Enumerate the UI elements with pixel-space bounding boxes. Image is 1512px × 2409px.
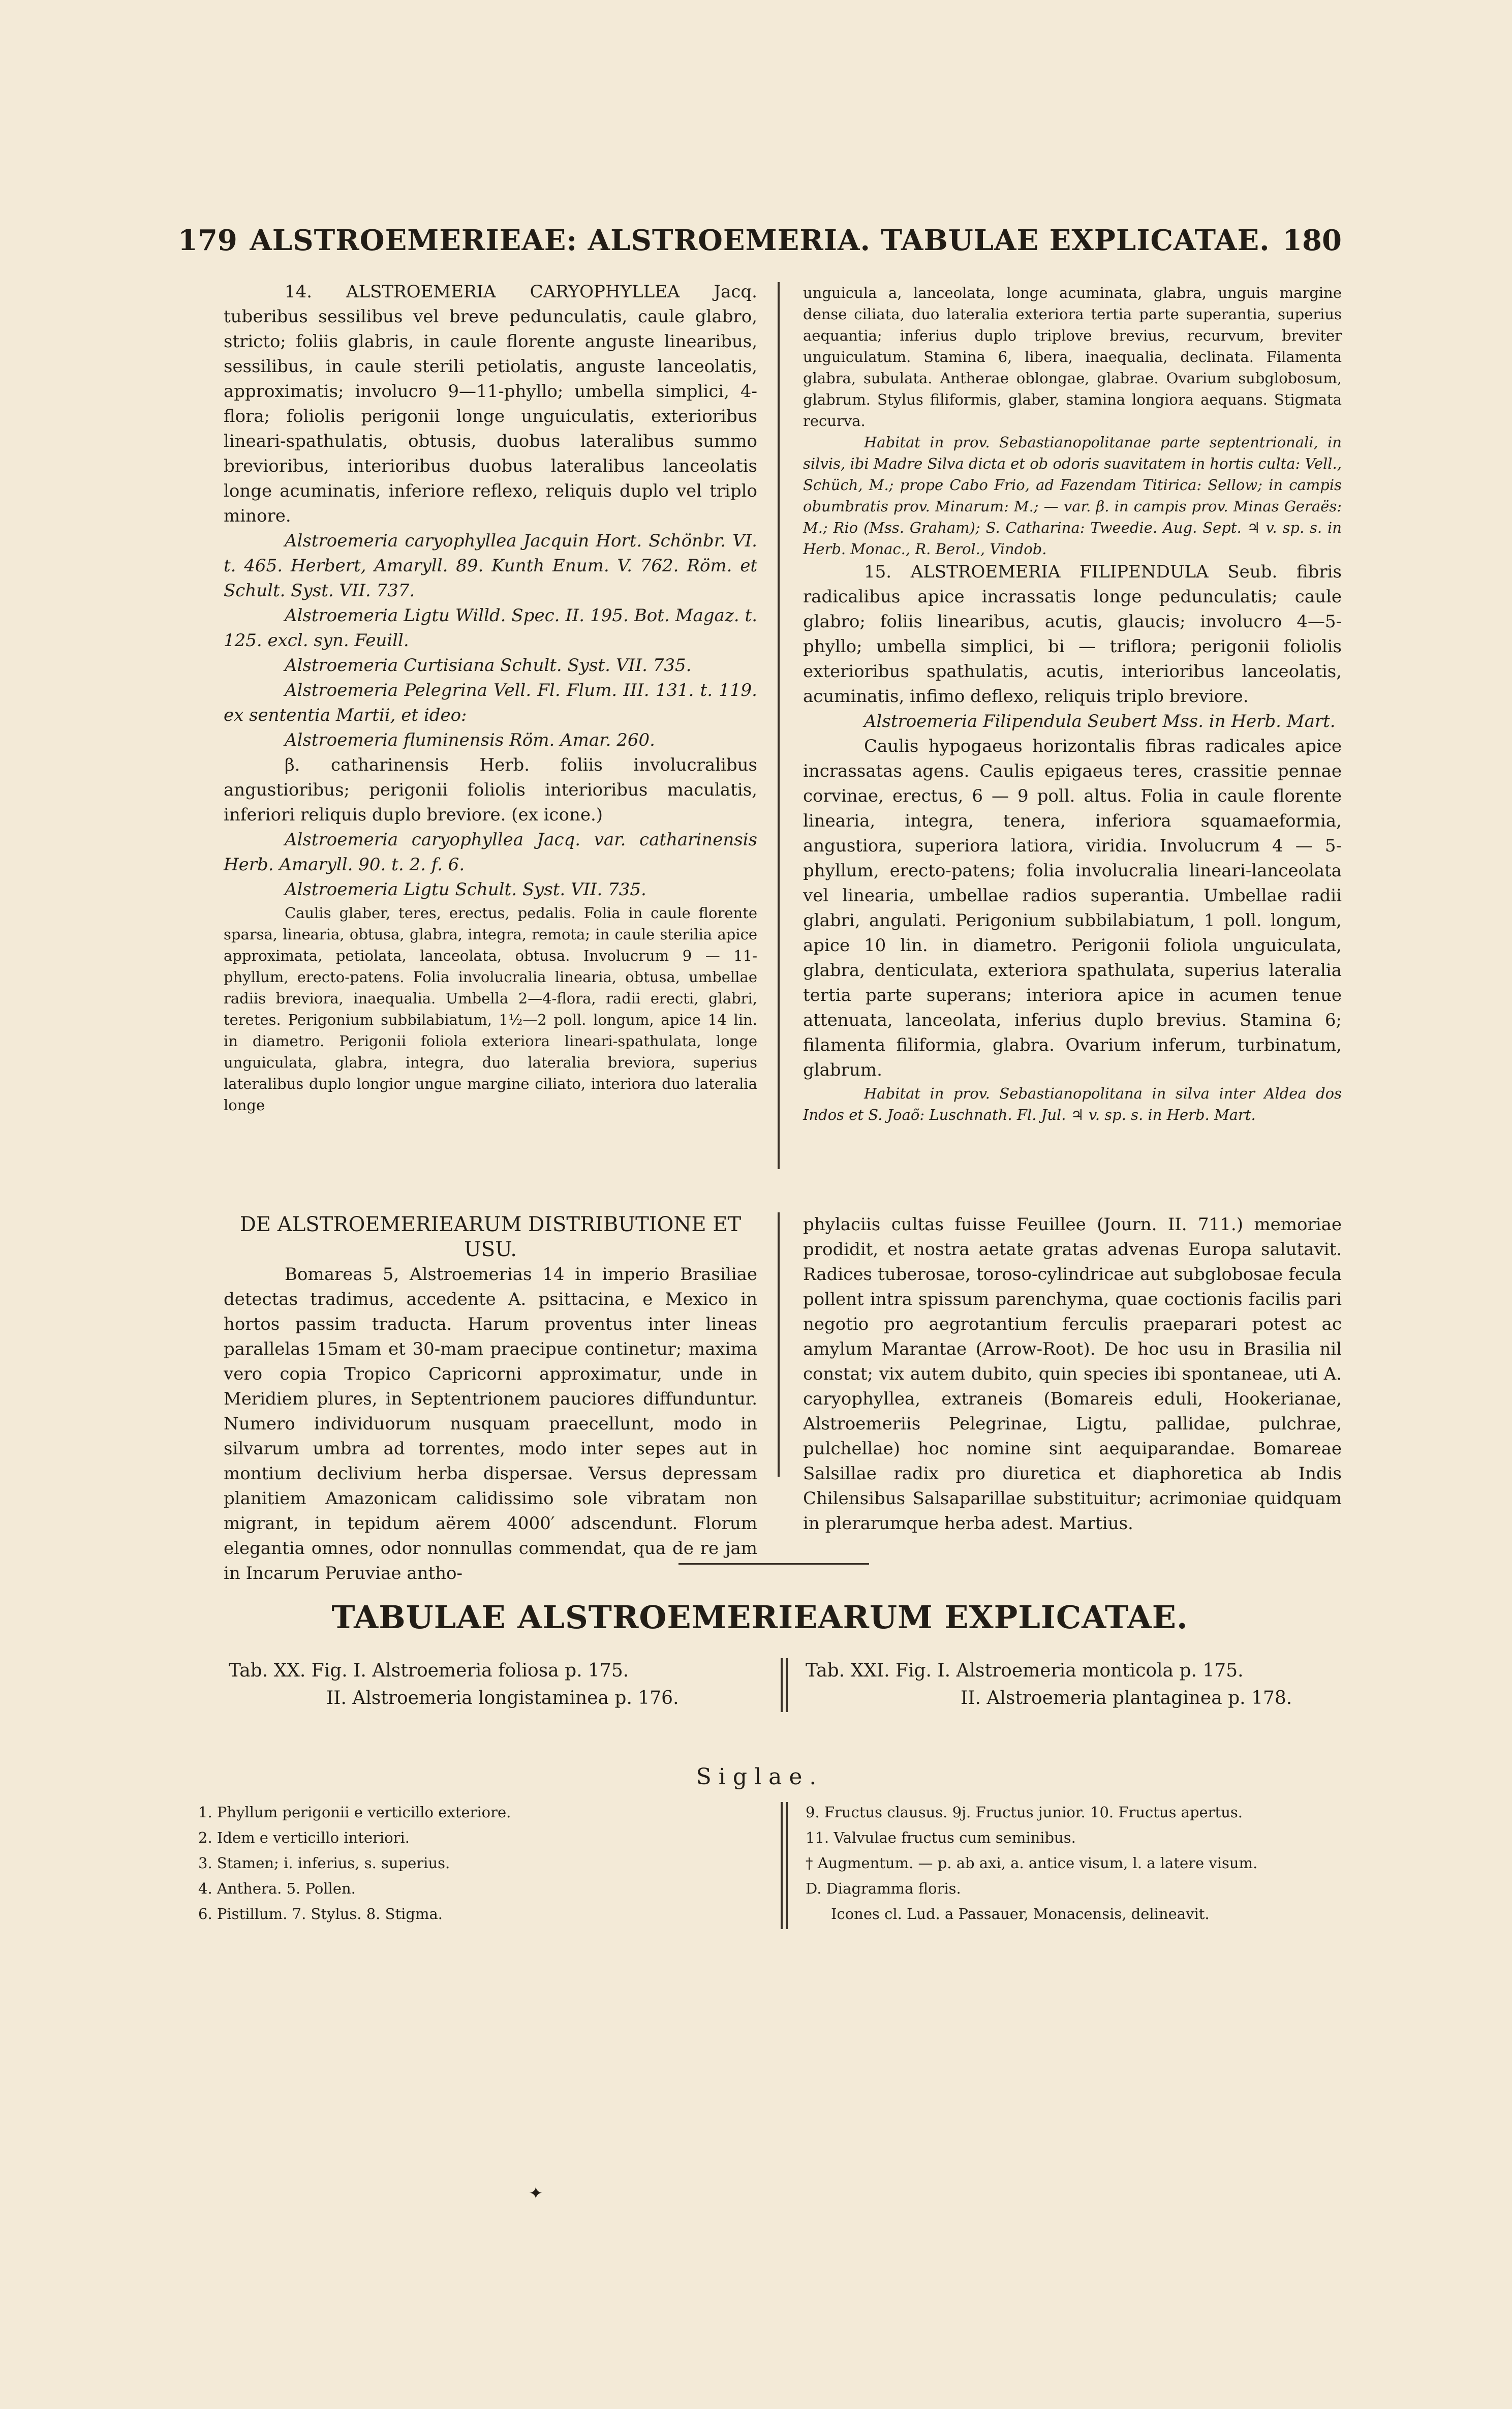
tab-xxi-fig-2: II. Alstroemeria plantaginea p. 178. xyxy=(961,1688,1292,1709)
synonym-4: Alstroemeria Pelegrina Vell. Fl. Flum. III. 131. t. 119. ex sententia Martii, et ideo: xyxy=(224,680,757,725)
running-header xyxy=(178,224,1342,264)
synonym-2: Alstroemeria Ligtu Willd. Spec. II. 195. Bot. Magaz. t. 125. excl. syn. Feuill. xyxy=(224,605,757,651)
column-divider-distribution xyxy=(778,1212,780,1477)
sigla-augmentum: † Augmentum. — p. ab axi, a. antice visum, l. a latere visum. xyxy=(806,1854,1258,1872)
sigla-1: 1. Phyllum perigonii e verticillo exteriore. xyxy=(198,1804,511,1821)
species-15-synonym: Alstroemeria Filipendula Seubert Mss. in Herb. Mart. xyxy=(864,711,1336,731)
species-14-description-cont: unguicula a, lanceolata, longe acuminata, glabra, unguis margine dense ciliata, duo lateralia exteriora tertia parte superantia, superius aequantia; inferius duplo triplove brevius, recurvum, breviter unguiculatum. Stamina 6, libera, inaequalia, declinata. Filamenta glabra, subulata. Antherae oblongae, glabrae. Ovarium subglobosum, glabrum. Stylus filiformis, glaber, stamina longiora aequans. Stigmata recurva. xyxy=(803,284,1342,430)
sigla-6: 6. Pistillum. 7. Stylus. 8. Stigma. xyxy=(198,1905,443,1923)
sigla-9: 9. Fructus clausus. 9j. Fructus junior. 10. Fructus apertus. xyxy=(806,1804,1243,1821)
synonym-3: Alstroemeria Curtisiana Schult. Syst. VII. 735. xyxy=(285,655,692,676)
right-column-species-15 xyxy=(803,282,1342,1125)
species-14-habitat: Habitat in prov. Sebastianopolitanae parte septentrionali, in silvis, ibi Madre Silva dicta et ob odoris suavitatem in hortis culta: Vell., Schüch, M.; prope Cabo Frio, ad Fazendam Titirica: Sellow; in campis obumbratis prov. Minarum: M.; — var. β. in campis prov. Minas Geraës: M.; Rio (Mss. Graham); S. Catharina: Tweedie. Aug. Sept. ♃ v. sp. s. in Herb. Monac., R. Berol., Vindob. xyxy=(803,434,1342,558)
distribution-right xyxy=(803,1212,1342,1536)
distribution-left xyxy=(224,1212,757,1586)
column-divider-top xyxy=(778,282,780,1169)
running-title: ALSTROEMERIEAE: ALSTROEMERIA. TABULAE EXPLICATAE. xyxy=(250,224,1270,257)
page-number-left: 179 xyxy=(178,224,237,257)
siglae-title: Siglae. xyxy=(696,1764,824,1790)
section-divider xyxy=(678,1563,869,1565)
synonym-6: Alstroemeria caryophyllea Jacq. var. catharinensis Herb. Amaryll. 90. t. 2. f. 6. xyxy=(224,830,757,875)
species-15-diagnosis: 15. ALSTROEMERIA FILIPENDULA Seub. fibris radicalibus apice incrassatis longe pedunculatis; caule glabro; foliis linearibus, acutis, glaucis; involucro 4—5-phyllo; umbella simplici, bi — triflora; perigonii foliolis exterioribus spathulatis, acutis, interioribus lanceolatis, acuminatis, infimo deflexo, reliquis triplo breviore. xyxy=(803,562,1342,707)
tabulae-left xyxy=(229,1657,762,1712)
sigla-11: 11. Valvulae fructus cum seminibus. xyxy=(806,1829,1076,1846)
sigla-4: 4. Anthera. 5. Pollen. xyxy=(198,1880,356,1897)
tab-xx-fig-1: Tab. XX. Fig. I. Alstroemeria foliosa p. 175. xyxy=(229,1660,629,1681)
siglae-left xyxy=(198,1800,757,1927)
siglae-divider-a xyxy=(781,1802,783,1929)
siglae-divider-b xyxy=(786,1802,788,1929)
tab-xx-fig-2: II. Alstroemeria longistaminea p. 176. xyxy=(326,1688,679,1709)
tabulae-divider-a xyxy=(781,1658,783,1712)
tabulae-title: TABULAE ALSTROEMERIEARUM EXPLICATAE. xyxy=(331,1599,1188,1636)
species-15-description: Caulis hypogaeus horizontalis fibras radicales apice incrassatas agens. Caulis epigaeus teres, crassitie pennae corvinae, erectus, 6 — 9 poll. altus. Folia in caule florente linearia, integra, tenera, inferiora squamaeformia, angustiora, superiora latiora, viridia. Involucrum 4 — 5-phyllum, erecto-patens; folia involucralia lineari-lanceolata vel linearia, umbellae radios superantia. Umbellae radii glabri, angulati. Perigonium subbilabiatum, 1 poll. longum, apice 10 lin. in diametro. Perigonii foliola unguiculata, glabra, denticulata, exteriora spathulata, superius lateralia tertia parte superans; interiora apice in acumen tenue attenuata, lanceolata, inferius duplo brevius. Stamina 6; filamenta filiformia, glabra. Ovarium inferum, turbinatum, glabrum. xyxy=(803,736,1342,1080)
species-14-diagnosis: 14. ALSTROEMERIA CARYOPHYLLEA Jacq. tuberibus sessilibus vel breve pedunculatis, caule glabro, stricto; foliis glabris, in caule florente anguste linearibus, sessilibus, in caule sterili petiolatis, anguste lanceolatis, approximatis; involucro 9—11-phyllo; umbella simplici, 4-flora; foliolis perigonii longe unguiculatis, exterioribus lineari-spathulatis, obtusis, duobus lateralibus summo brevioribus, interioribus duobus lateralibus lanceolatis longe acuminatis, inferiore reflexo, reliquis duplo vel triplo minore. xyxy=(224,282,757,526)
sigla-3: 3. Stamen; i. inferius, s. superius. xyxy=(198,1854,450,1872)
sigla-diagramma: D. Diagramma floris. xyxy=(806,1880,961,1897)
siglae-right xyxy=(806,1800,1344,1927)
left-column-species-14 xyxy=(224,280,757,1116)
synonym-5: Alstroemeria fluminensis Röm. Amar. 260. xyxy=(285,730,655,750)
species-15-habitat: Habitat in prov. Sebastianopolitana in silva inter Aldea dos Indos et S. Joaõ: Luschnath. Fl. Jul. ♃ v. sp. s. in Herb. Mart. xyxy=(803,1085,1342,1123)
species-14-description: Caulis glaber, teres, erectus, pedalis. Folia in caule florente sparsa, linearia, obtusa, glabra, integra, remota; in caule sterilia apice approximata, petiolata, lanceolata, obtusa. Involucrum 9 — 11-phyllum, erecto-patens. Folia involucralia linearia, obtusa, umbellae radiis breviora, inaequalia. Umbella 2—4-flora, radii erecti, glabri, teretes. Perigonium subbilabiatum, 1½—2 poll. longum, apice 14 lin. in diametro. Perigonii foliola exteriora lineari-spathulata, longe unguiculata, glabra, integra, duo lateralia breviora, superius lateralibus duplo longior ungue margine ciliato, interiora duo lateralia longe xyxy=(224,904,757,1114)
tab-xxi-fig-1: Tab. XXI. Fig. I. Alstroemeria monticola p. 175. xyxy=(806,1660,1244,1681)
distribution-text-left: Bomareas 5, Alstroemerias 14 in imperio Brasiliae detectas tradimus, accedente A. psittacina, e Mexico in hortos passim traducta. Harum proventus inter lineas parallelas 15mam et 30-mam praecipue continetur; maxima vero copia Tropico Capricorni approximatur, unde in Meridiem plures, in Septentrionem pauciores diffunduntur. Numero individuorum nusquam praecellunt, modo in silvarum umbra ad torrentes, modo inter sepes aut in montium declivium herba dispersae. Versus depressam planitiem Amazonicam calidissimo sole vibratam non migrant, in tepidum aërem 4000′ adscendunt. Florum elegantia omnes, odor nonnullas commendat, qua de re jam in Incarum Peruviae antho- xyxy=(224,1264,757,1583)
variety-beta: β. catharinensis Herb. foliis involucralibus angustioribus; perigonii foliolis interioribus maculatis, inferiori reliquis duplo breviore. (ex icone.) xyxy=(224,755,757,825)
synonym-7: Alstroemeria Ligtu Schult. Syst. VII. 735. xyxy=(285,879,646,900)
distribution-heading: DE ALSTROEMERIEARUM DISTRIBUTIONE ET USU. xyxy=(239,1213,742,1261)
tabulae-divider-b xyxy=(786,1658,788,1712)
page-number-right: 180 xyxy=(1282,224,1342,257)
footer-ornament: ✦ xyxy=(529,2183,543,2204)
sigla-icones: Icones cl. Lud. a Passauer, Monacensis, delineavit. xyxy=(831,1905,1210,1923)
sigla-2: 2. Idem e verticillo interiori. xyxy=(198,1829,410,1846)
tabulae-right xyxy=(806,1657,1339,1712)
synonym-1: Alstroemeria caryophyllea Jacquin Hort. Schönbr. VI. t. 465. Herbert, Amaryll. 89. Kunth Enum. V. 762. Röm. et Schult. Syst. VII. 737. xyxy=(224,531,757,601)
distribution-text-right: phylaciis cultas fuisse Feuillee (Journ. II. 711.) memoriae prodidit, et nostra aetate gratas advenas Europa salutavit. Radices tuberosae, toroso-cylindricae aut subglobosae fecula pollent intra spissum parenchyma, quae coctionis facilis pari negotio pro aegrotantium ferculis praeparari potest ac amylum Marantae (Arrow-Root). De hoc usu in Brasilia nil constat; vix autem dubito, quin species ibi spontaneae, uti A. caryophyllea, extraneis (Bomareis eduli, Hookerianae, Alstroemeriis Pelegrinae, Ligtu, pallidae, pulchrae, pulchellae) hoc nomine sint aequiparandae. Bomareae Salsillae radix pro diuretica et diaphoretica ab Indis Chilensibus Salsaparillae substituitur; acrimoniae quidquam in plerarumque herba adest. Martius. xyxy=(803,1214,1342,1534)
